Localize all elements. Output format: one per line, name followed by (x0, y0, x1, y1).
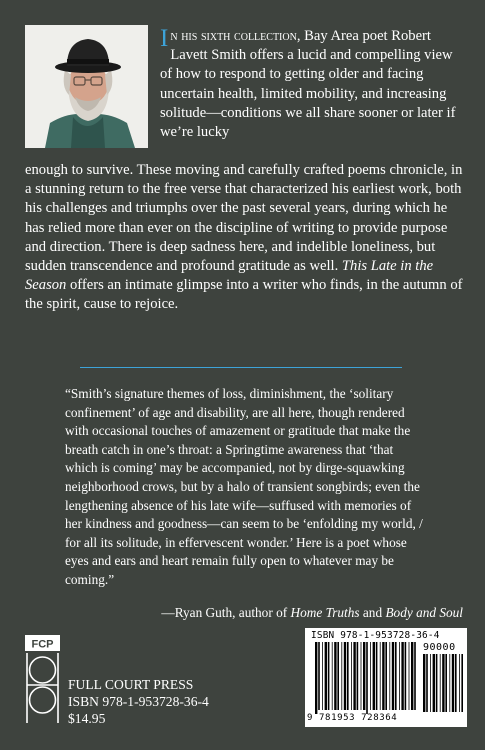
barcode-digits: 9 781953 728364 (307, 713, 398, 723)
barcode-bar (461, 654, 463, 712)
barcode-bar (436, 654, 438, 712)
barcode-panel (305, 628, 467, 727)
book-title: This Late in the Season (25, 258, 434, 294)
barcode-bar (405, 642, 407, 710)
barcode-bar (414, 642, 416, 710)
barcode-bar (392, 642, 394, 710)
barcode-isbn-label: ISBN 978-1-953728-36-4 (311, 630, 440, 641)
barcode-bar (357, 642, 359, 710)
barcode-bar (411, 642, 413, 710)
barcode-bar (328, 642, 330, 710)
barcode-bar (452, 654, 454, 712)
barcode-bar (423, 654, 425, 712)
barcode-bar (366, 642, 368, 714)
endorsement-quote: “Smith’s signature themes of loss, diminishment, the ‘solitary confinement’ of age and disability, are all here, though rendered with occasional touches of amazement or gratitude that make the breath catch in one’s throat: a Springtime awareness that ‘that which is coming’ may be accompanied, not by dirge-squawking neighborhood crows, but by a halo of transient songbirds; even the lengthening absence of his late wife—suffused with memories of her kindness and goodness—can seem to be ‘enfolding my world, / for all its solitude, in effervescent wonder.’ Here is a poet whose eyes and ears and heart remain fully open to whatever may be coming.” (65, 386, 423, 587)
barcode-bar (449, 654, 450, 712)
attribution-prefix: —Ryan Guth, author of (161, 605, 291, 620)
publisher-isbn: ISBN 978-1-953728-36-4 (68, 694, 209, 709)
publisher-info (68, 676, 209, 727)
price-addon-barcode (423, 654, 463, 712)
ean13-barcode (315, 642, 419, 714)
publisher-name: FULL COURT PRESS (68, 677, 194, 692)
barcode-bar (382, 642, 384, 710)
quote-attribution (161, 604, 463, 622)
barcode-bar (445, 654, 447, 712)
barcode-bar (409, 642, 410, 710)
barcode-bar (389, 642, 390, 710)
attribution-work-2: Body and Soul (385, 605, 463, 620)
barcode-bar (344, 642, 346, 710)
barcode-bar (325, 642, 327, 710)
barcode-bar (315, 642, 317, 714)
barcode-bar (322, 642, 323, 710)
barcode-bar (361, 642, 362, 710)
barcode-bar (399, 642, 400, 710)
barcode-bar (455, 654, 457, 712)
logo-text: FCP (31, 638, 54, 651)
barcode-bar (318, 642, 320, 710)
publisher-logo (25, 635, 60, 725)
barcode-bar (332, 642, 333, 710)
barcode-bar (442, 654, 444, 712)
blurb-closing: offers an intimate glimpse into a writer who finds, in the autumn of the spirit, cause to rejoice. (25, 277, 463, 313)
barcode-bar (401, 642, 403, 710)
author-photo (25, 25, 148, 148)
blurb-paragraph-continued (25, 161, 465, 315)
blurb-first-part: Bay Area poet Robert Lavett Smith offers a lucid and compelling view of how to respond to getting older and facing uncertain health, limited mobility, and increasing solitude—conditions we all share sooner or later if we’re lucky (160, 28, 456, 141)
barcode-bar (385, 642, 387, 710)
barcode-bar (341, 642, 342, 710)
attribution-work-1: Home Truths (290, 605, 360, 620)
barcode-bar (373, 642, 375, 710)
barcode-bar (380, 642, 381, 710)
barcode-bar (351, 642, 352, 710)
barcode-bar (347, 642, 349, 710)
barcode-bar (370, 642, 371, 710)
barcode-bar (440, 654, 441, 712)
barcode-bar (459, 654, 460, 712)
divider-rule (80, 367, 402, 368)
barcode-bar (363, 642, 365, 710)
barcode-bar (430, 654, 431, 712)
blurb-continued: enough to survive. These moving and carefully crafted poems chronicle, in a stunning return to the free verse that characterized his earliest work, both his challenges and triumphs over the past several years, during which he has relied more than ever on the discipline of writing to provide purpose and direction. There is deep sadness here, and indelible loneliness, but sudden transcendence and profound gratitude as well. (25, 162, 463, 275)
barcode-bar (395, 642, 397, 710)
attribution-and: and (359, 605, 386, 620)
barcode-bar (433, 654, 435, 712)
book-price: $14.95 (68, 711, 106, 726)
blurb-lead: n his sixth collection, (170, 28, 301, 44)
barcode-bar (376, 642, 378, 710)
barcode-bar (337, 642, 339, 710)
barcode-bar (426, 654, 428, 712)
drop-cap: I (160, 25, 169, 52)
barcode-price-code: 90000 (423, 642, 456, 653)
barcode-bar (353, 642, 355, 710)
barcode-bar (334, 642, 336, 710)
blurb-paragraph-start (160, 27, 465, 142)
